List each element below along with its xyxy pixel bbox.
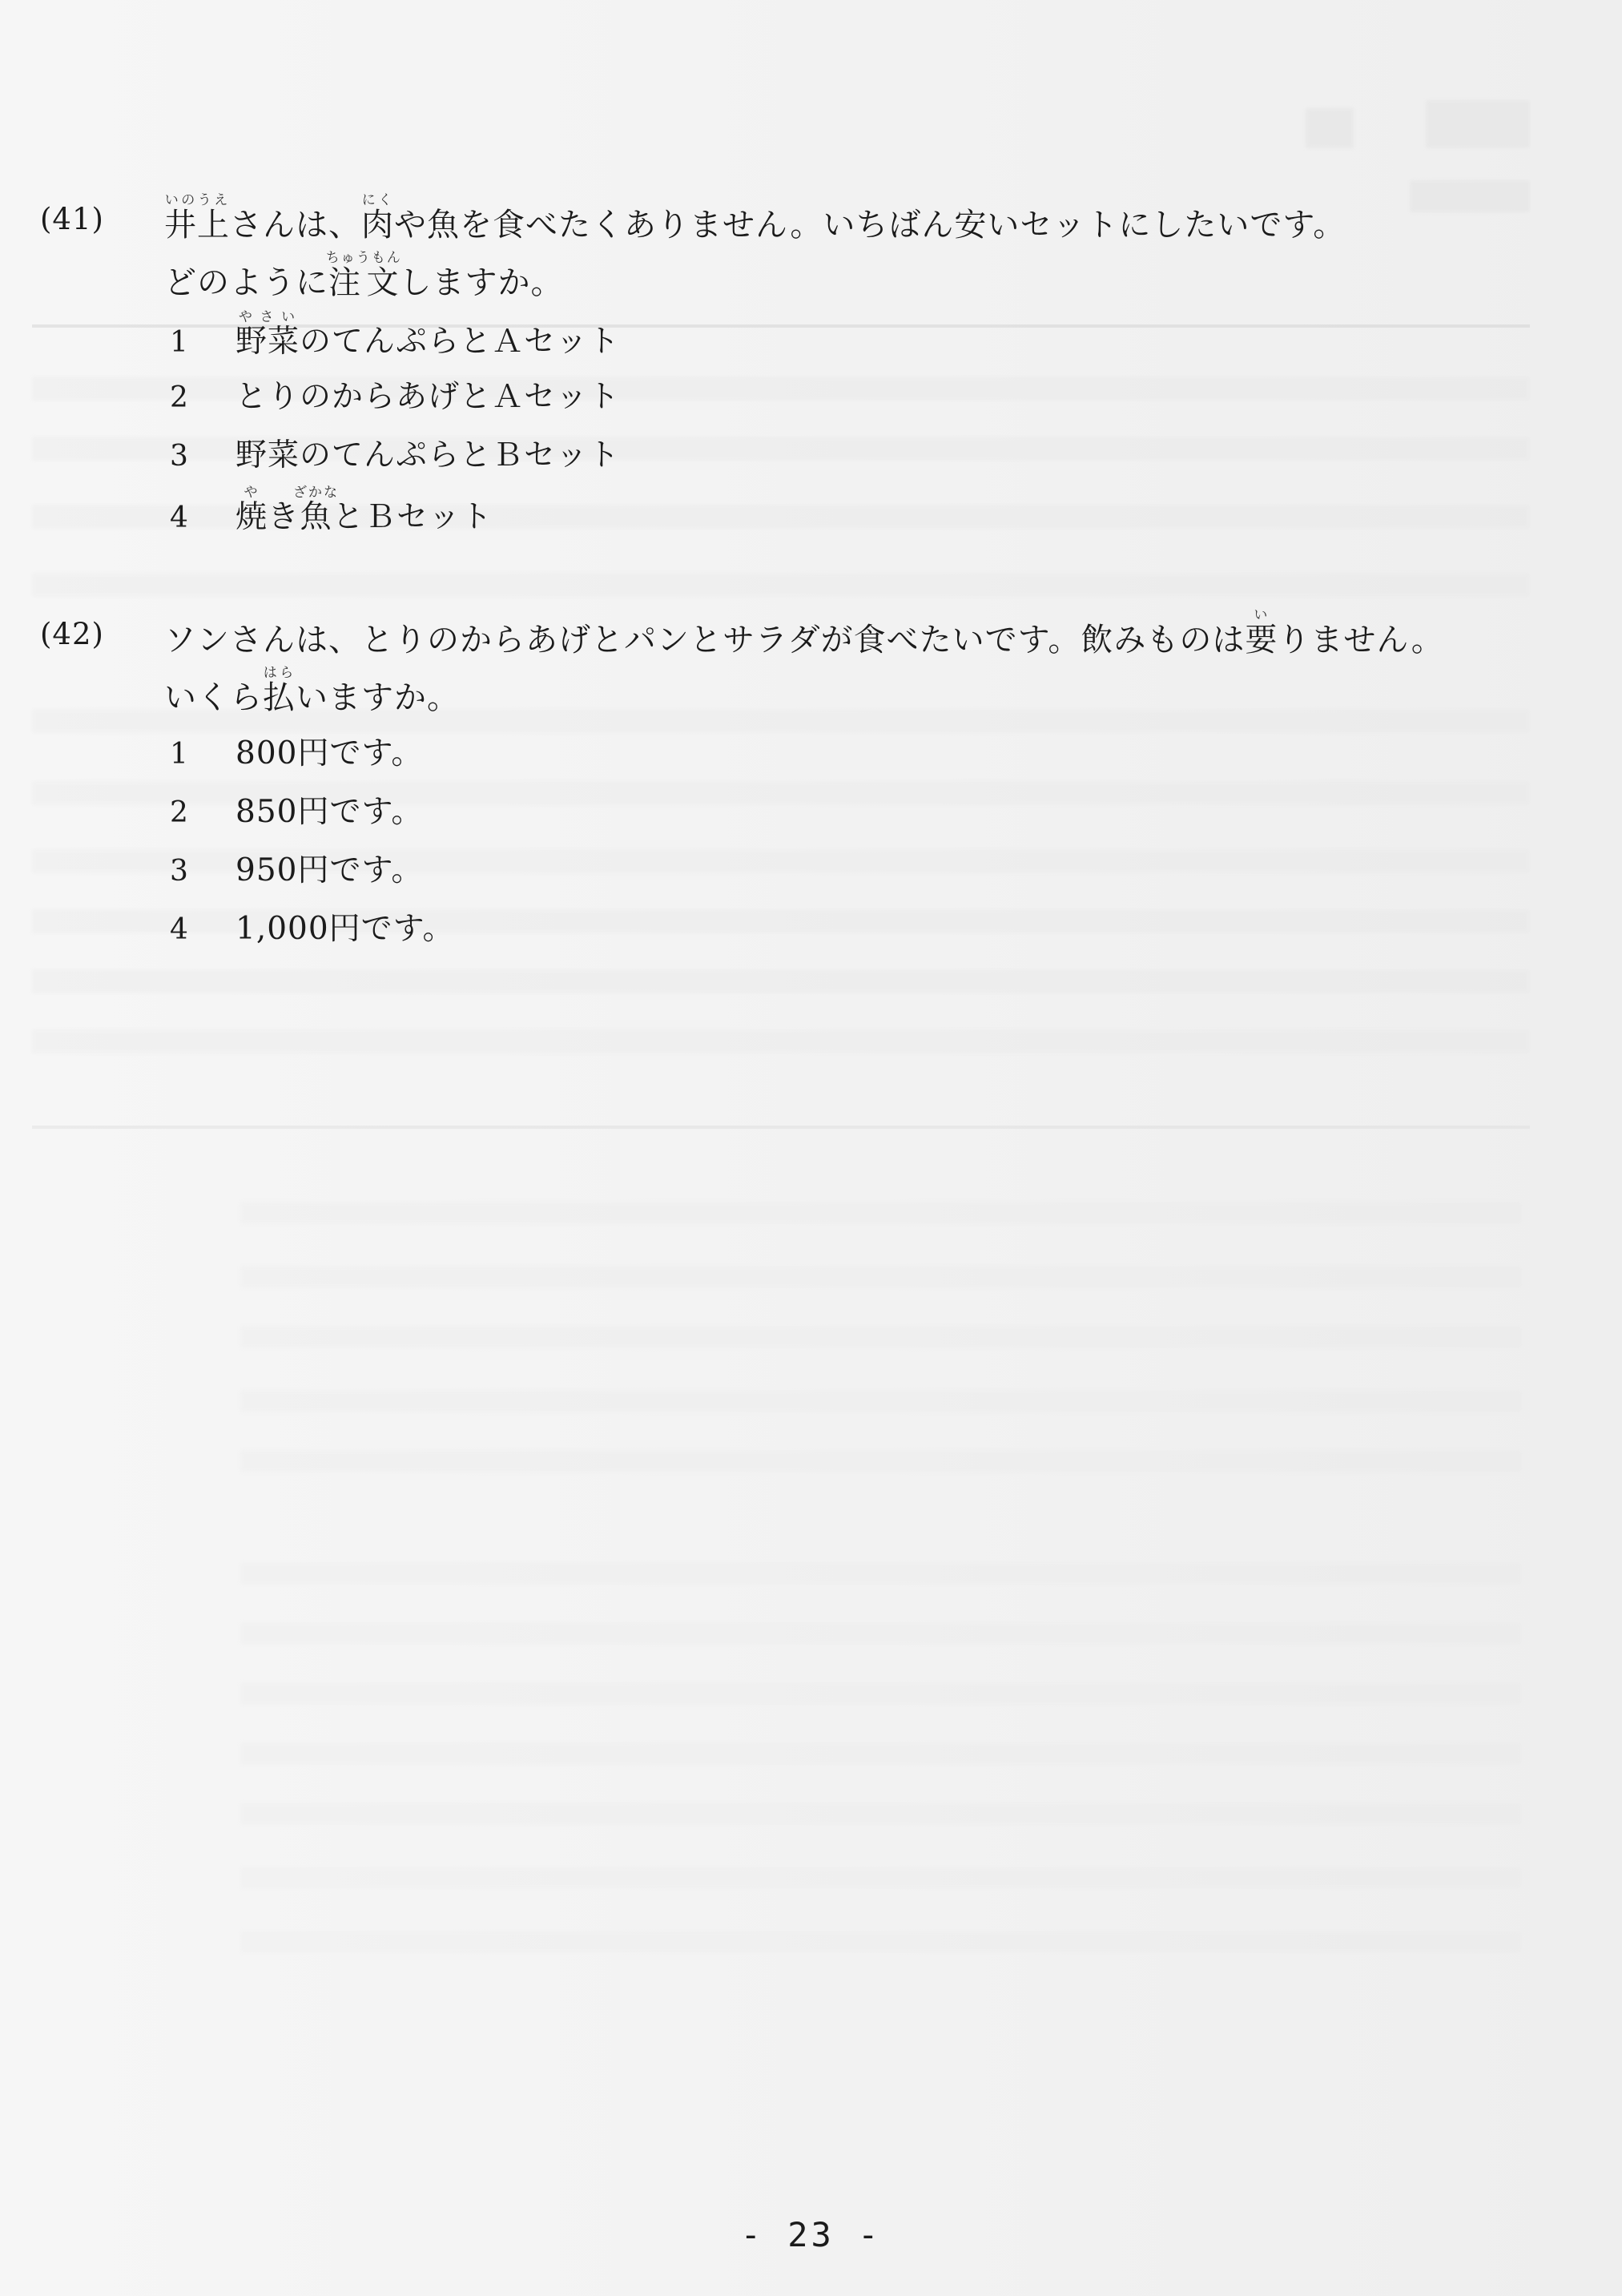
ruby-word: 野菜やさい: [235, 309, 300, 360]
answer-option[interactable]: [170, 724, 455, 783]
answer-option[interactable]: [170, 368, 620, 426]
option-number: 1: [170, 326, 189, 359]
question-stem-line: ソンさんは、とりのからあげとパンとサラダが食べたいです。飲みものは要いりません。: [164, 607, 1444, 659]
option-number: 4: [170, 501, 189, 534]
answer-option[interactable]: [170, 426, 620, 485]
option-text: 800円です。: [235, 735, 424, 771]
answer-option[interactable]: [170, 841, 455, 900]
option-number: 1: [170, 738, 189, 771]
option-text: 1,000円です。: [235, 911, 455, 947]
ruby-word: 井上いのうえ: [164, 192, 230, 244]
option-number: 3: [170, 440, 189, 473]
answer-option[interactable]: [170, 900, 455, 958]
ruby-word: 焼や: [235, 485, 268, 535]
ruby-word: 魚ざかな: [293, 485, 340, 535]
option-number: 3: [170, 855, 189, 888]
option-number: 2: [170, 381, 189, 414]
answer-option[interactable]: [170, 783, 455, 841]
question-number: (42): [40, 617, 104, 651]
option-text: 野菜のてんぷらとＢセット: [235, 437, 621, 473]
option-text: 850円です。: [235, 794, 424, 830]
ruby-word: 払はら: [263, 665, 296, 716]
question-stem-line: どのように注文ちゅうもんしますか。: [164, 250, 564, 301]
question-number: (41): [40, 202, 104, 236]
page-number: - 23 -: [740, 2215, 882, 2254]
question-stem-line: いくら払はらいますか。: [164, 665, 460, 716]
answer-options: [170, 724, 455, 958]
answer-options: [170, 309, 620, 543]
ruby-word: 注文ちゅうもん: [325, 250, 402, 301]
question-stem: [164, 607, 1444, 723]
answer-option[interactable]: 4 焼やき魚ざかなとＢセット: [170, 485, 620, 543]
option-text: とりのからあげとＡセット: [235, 379, 621, 415]
option-number: 4: [170, 913, 189, 946]
option-text: 950円です。: [235, 852, 424, 888]
answer-option[interactable]: 1 野菜やさいのてんぷらとＡセット: [170, 309, 620, 368]
question-stem: [164, 192, 1346, 308]
question-stem-line: 井上いのうえさんは、肉にくや魚を食べたくありません。いちばん安いセットにしたいです。: [164, 192, 1346, 244]
option-number: 2: [170, 796, 189, 829]
ruby-word: 肉にく: [361, 192, 394, 244]
ruby-word: 要い: [1245, 607, 1278, 659]
